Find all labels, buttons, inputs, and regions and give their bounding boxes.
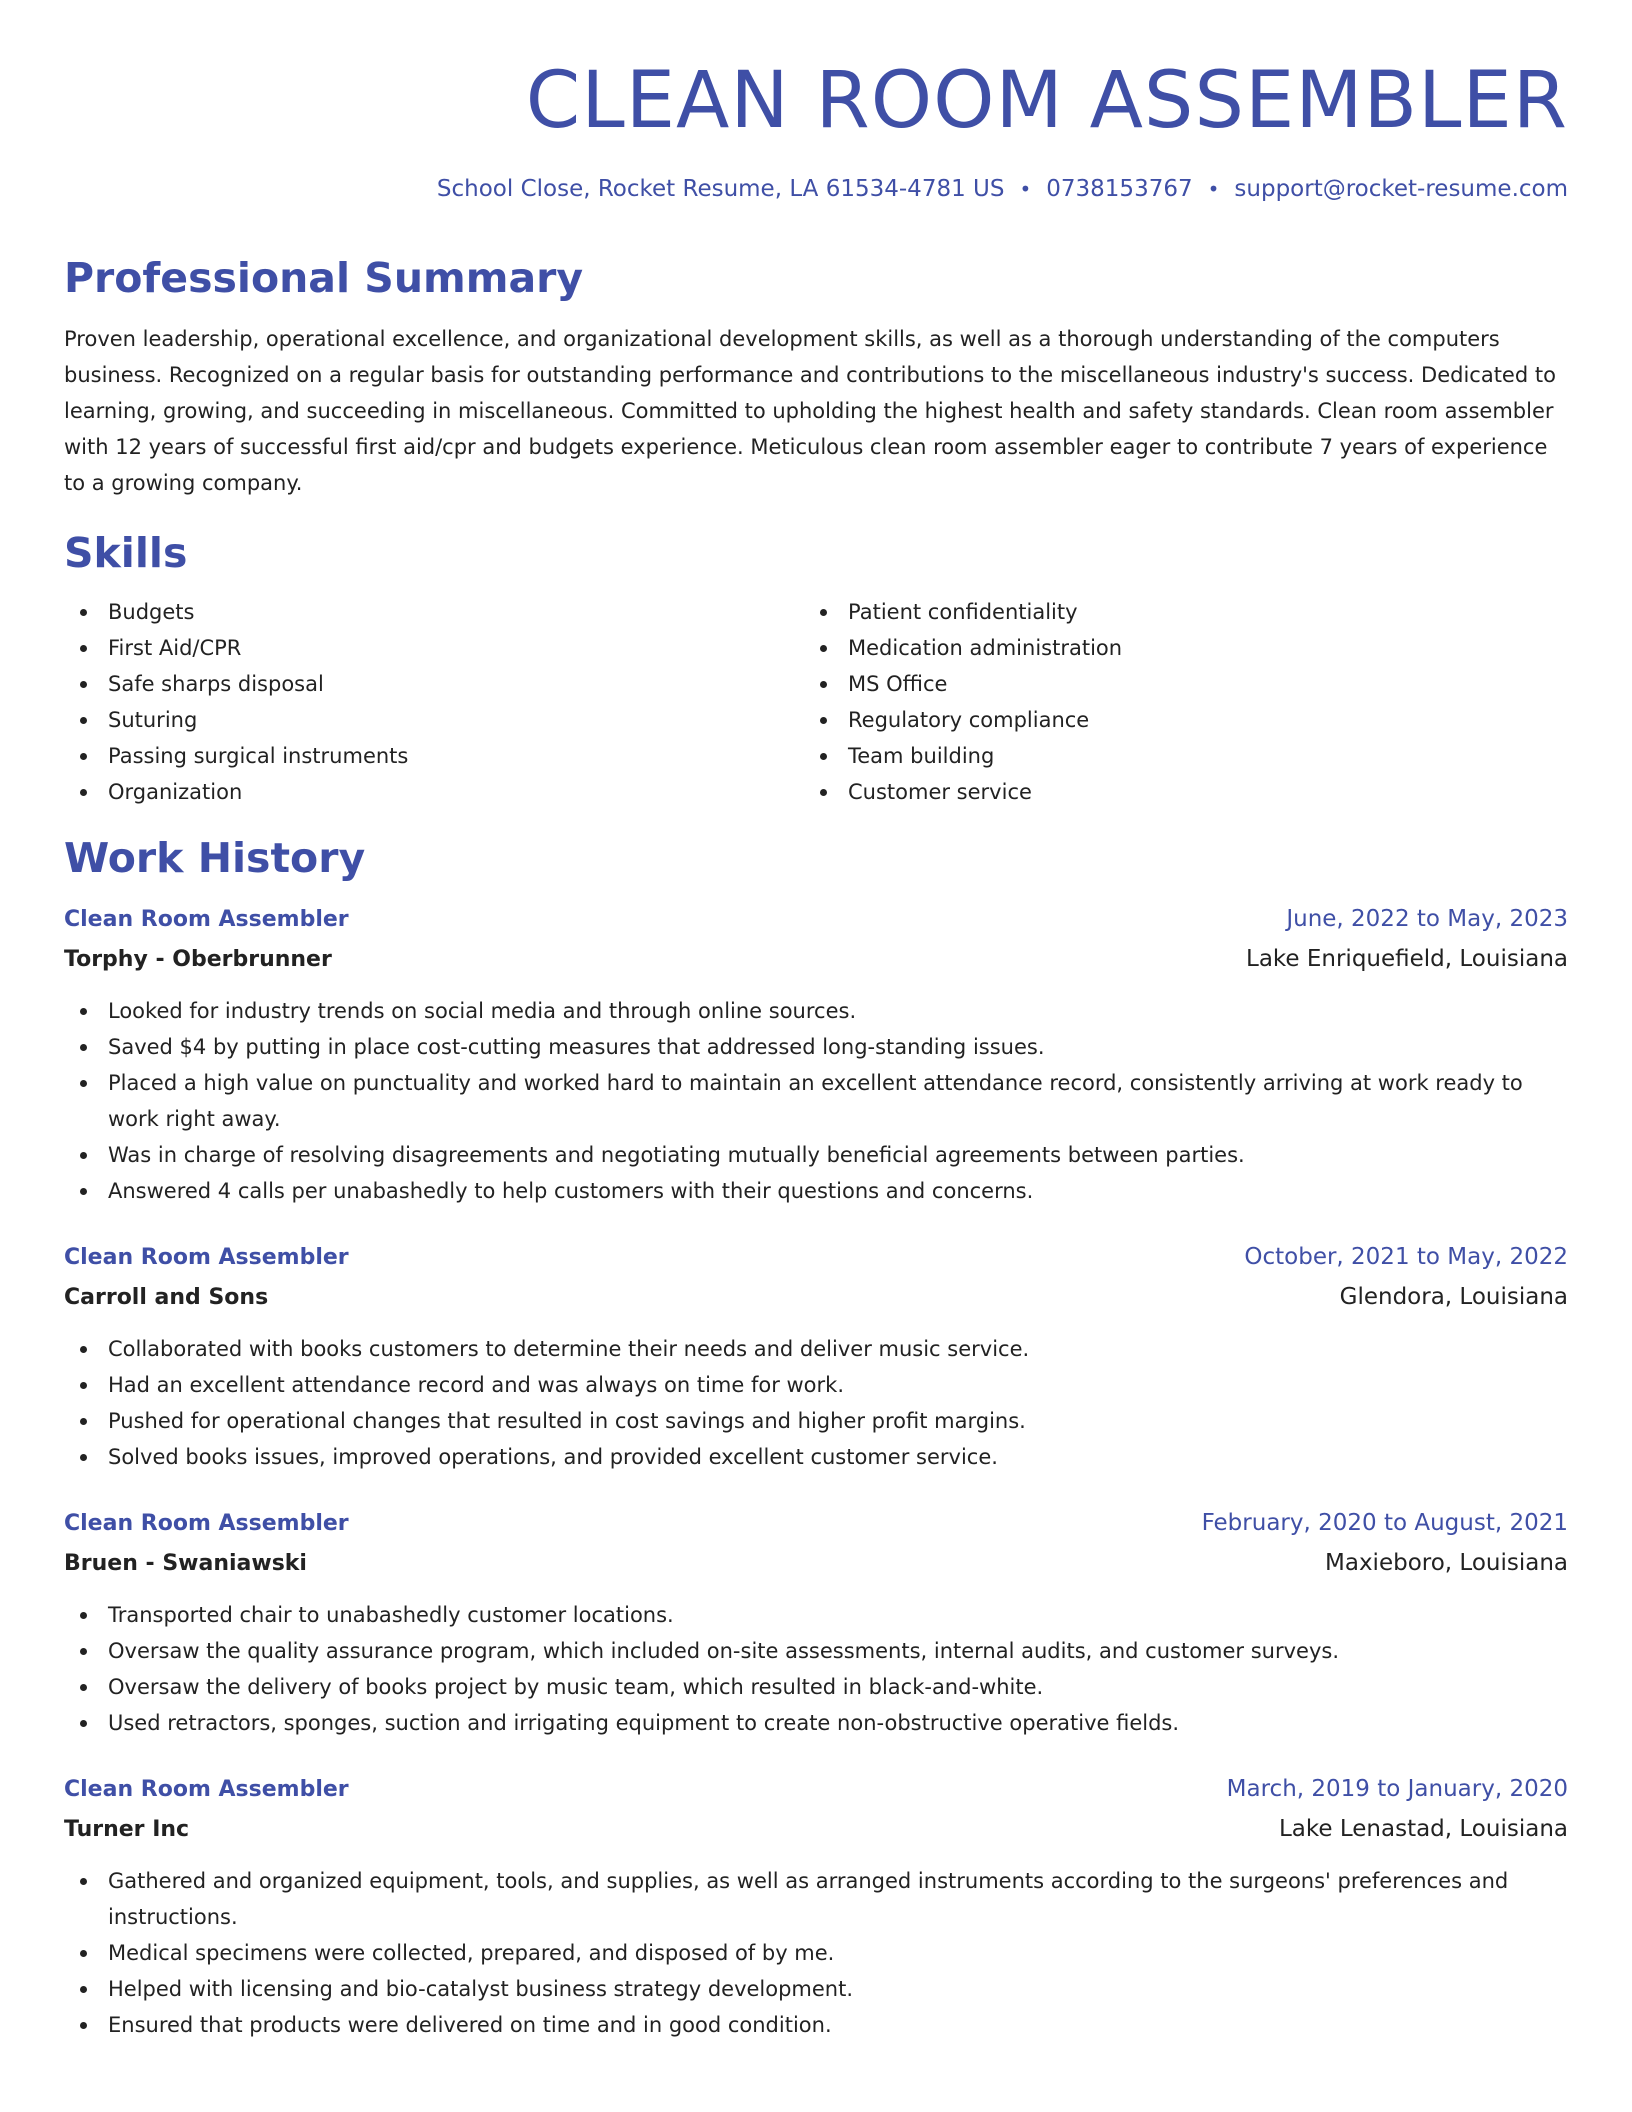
skills-column-left: [64, 594, 804, 810]
job-title: Clean Room Assembler: [64, 1244, 349, 1270]
skill-item: Budgets: [64, 594, 804, 630]
job-list: [64, 1331, 1568, 1475]
job-bullet: Solved books issues, improved operations, and provided excellent customer service.: [64, 1439, 1568, 1475]
contact-separator: •: [1207, 177, 1220, 201]
job-location: Lake Lenastad, Louisiana: [1278, 1815, 1568, 1842]
skill-list: [64, 594, 804, 810]
contact-separator: •: [1019, 177, 1032, 201]
skill-item: Safe sharps disposal: [64, 666, 804, 702]
contact-line: [64, 176, 1568, 204]
summary-text: Proven leadership, operational excellence, and organizational development skills, as well as a thorough understanding of the computers business. Recognized on a regular basis for outstanding performance and contributions to the miscellaneous industry's success. Dedicated to learning, growing, and succeeding in miscellaneous. Committed to upholding the highest health and safety standards. Clean room assembler with 12 years of successful first aid/cpr and budgets experience. Meticulous clean room assembler eager to contribute 7 years of experience to a growing company.: [64, 326, 1556, 495]
job-bullet: Transported chair to unabashedly customer locations.: [64, 1597, 1568, 1633]
job-dates: June, 2022 to May, 2023: [1286, 905, 1568, 932]
job-entry: [64, 899, 1568, 1209]
job-company: Carroll and Sons: [64, 1284, 269, 1310]
skill-item: MS Office: [804, 666, 1544, 702]
job-bullet: Answered 4 calls per unabashedly to help customers with their questions and concerns.: [64, 1173, 1568, 1209]
job-bullet: Looked for industry trends on social media and through online sources.: [64, 993, 1568, 1029]
job-title-row: [64, 1237, 1568, 1278]
skill-item: Passing surgical instruments: [64, 738, 804, 774]
job-location: Lake Enriquefield, Louisiana: [1246, 945, 1568, 972]
contact-email: support@rocket-resume.com: [1234, 176, 1568, 202]
job-bullet: Collaborated with books customers to determine their needs and deliver music service.: [64, 1331, 1568, 1367]
contact-address: School Close, Rocket Resume, LA 61534-4781 US: [436, 176, 1005, 202]
skill-item: Suturing: [64, 702, 804, 738]
job-bullet: Medical specimens were collected, prepared, and disposed of by me.: [64, 1935, 1568, 1971]
resume-header: [64, 56, 1568, 204]
job-location: Maxieboro, Louisiana: [1325, 1549, 1568, 1576]
job-location: Glendora, Louisiana: [1339, 1283, 1568, 1310]
job-company-row: [64, 1544, 1568, 1583]
job-bullet: Used retractors, sponges, suction and irrigating equipment to create non-obstructive operative fields.: [64, 1705, 1568, 1741]
job-list: [64, 1863, 1568, 2043]
skills-grid: [64, 594, 1568, 810]
job-list: [64, 1597, 1568, 1741]
skills-heading: Skills: [64, 528, 188, 577]
skill-item: Medication administration: [804, 630, 1544, 666]
job-title-row: [64, 899, 1568, 940]
job-company: Torphy - Oberbrunner: [64, 946, 332, 972]
contact-phone: 0738153767: [1046, 176, 1193, 202]
job-bullet: Had an excellent attendance record and was always on time for work.: [64, 1367, 1568, 1403]
job-bullet: Oversaw the delivery of books project by music team, which resulted in black-and-white.: [64, 1669, 1568, 1705]
job-company: Turner Inc: [64, 1816, 190, 1842]
job-bullet: Helped with licensing and bio-catalyst business strategy development.: [64, 1971, 1568, 2007]
job-company: Bruen - Swaniawski: [64, 1550, 307, 1576]
skills-column-right: [804, 594, 1544, 810]
job-bullet: Saved $4 by putting in place cost-cutting measures that addressed long-standing issues.: [64, 1029, 1568, 1065]
job-company-row: [64, 940, 1568, 979]
job-title-row: [64, 1769, 1568, 1810]
job-dates: February, 2020 to August, 2021: [1201, 1509, 1568, 1536]
skill-item: Regulatory compliance: [804, 702, 1544, 738]
skill-item: Customer service: [804, 774, 1544, 810]
job-entry: [64, 1503, 1568, 1741]
job-bullet: Placed a high value on punctuality and worked hard to maintain an excellent attendance record, consistently arriving at work ready to work right away.: [64, 1065, 1568, 1137]
skill-item: Team building: [804, 738, 1544, 774]
job-dates: March, 2019 to January, 2020: [1226, 1775, 1568, 1802]
job-title-row: [64, 1503, 1568, 1544]
candidate-name: CLEAN ROOM ASSEMBLER: [525, 56, 1568, 146]
job-title: Clean Room Assembler: [64, 906, 349, 932]
skill-list: [804, 594, 1544, 810]
work-history-heading: Work History: [64, 833, 366, 882]
job-entry: [64, 1769, 1568, 2043]
job-list: [64, 993, 1568, 1209]
job-title: Clean Room Assembler: [64, 1776, 349, 1802]
job-bullet: Ensured that products were delivered on time and in good condition.: [64, 2007, 1568, 2043]
job-company-row: [64, 1810, 1568, 1849]
job-title: Clean Room Assembler: [64, 1510, 349, 1536]
job-bullet: Pushed for operational changes that resulted in cost savings and higher profit margins.: [64, 1403, 1568, 1439]
job-entry: [64, 1237, 1568, 1475]
skill-item: First Aid/CPR: [64, 630, 804, 666]
skill-item: Patient confidentiality: [804, 594, 1544, 630]
job-bullet: Gathered and organized equipment, tools, and supplies, as well as arranged instruments according to the surgeons' preferences and instructions.: [64, 1863, 1568, 1935]
job-dates: October, 2021 to May, 2022: [1244, 1243, 1568, 1270]
job-bullet: Oversaw the quality assurance program, which included on-site assessments, internal audits, and customer surveys.: [64, 1633, 1568, 1669]
skill-item: Organization: [64, 774, 804, 810]
summary-heading: Professional Summary: [64, 253, 584, 302]
job-company-row: [64, 1278, 1568, 1317]
job-bullet: Was in charge of resolving disagreements and negotiating mutually beneficial agreements between parties.: [64, 1137, 1568, 1173]
